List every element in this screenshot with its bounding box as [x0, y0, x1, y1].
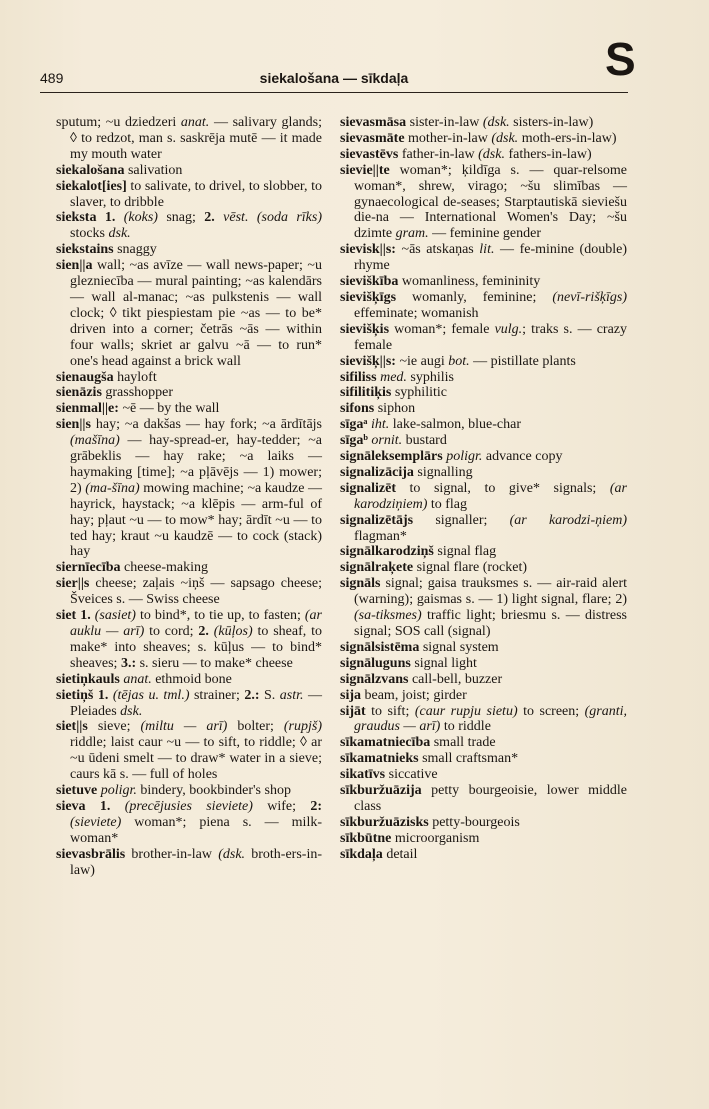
dictionary-entry: sijāt to sift; (caur rupju sietu) to screen; (granti, graudus — arī) to riddle [340, 703, 628, 735]
dictionary-entry: sīkbūtne microorganism [340, 830, 480, 846]
dictionary-entry: sifons siphon [340, 401, 416, 417]
page-header [40, 44, 628, 93]
dictionary-entry: signālraķete signal flare (rocket) [340, 560, 527, 576]
dictionary-entry: sietiņkauls anat. ethmoid bone [56, 671, 232, 687]
dictionary-entry: sifilitiķis syphilitic [340, 385, 447, 401]
dictionary-entry: sievišķ||s: ~ie augi bot. — pistillate plants [340, 353, 576, 369]
dictionary-entry: signāls signal; gaisa trauksmes s. — air-raid alert (warning); gaismas s. — 1) light signal, flare; 2) (sa-tiksmes) traffic light; briesmu s. — distress signal; SOS call (signal) [340, 576, 627, 639]
dictionary-entry: sien||a wall; ~as avīze — wall news-paper; ~u glezniecība — mural painting; ~as kalendārs — wall al-manac; ~as pulkstenis — wall clock; ◊ tikt piespiestam pie ~as — to be* driven into a corner; četrās ~ās — within four walls; skriet ar galvu ~ā — to run* one's head against a brick wall [56, 258, 322, 369]
dictionary-entry: sīgaᵇ ornit. bustard [340, 433, 447, 449]
left-column [56, 115, 322, 879]
dictionary-entry: sier||s cheese; zaļais ~iņš — sapsago cheese; Šveices s. — Swiss cheese [56, 576, 322, 608]
section-letter: S [605, 33, 636, 85]
dictionary-entry: sieva 1. (precējusies sieviete) wife; 2: (sieviete) woman*; piena s. — milk-woman* [56, 798, 323, 846]
dictionary-entry: sīkburžuāzisks petty-bourgeois [340, 814, 520, 830]
dictionary-entry: sievasbrālis brother-in-law (dsk. broth-ers-in-law) [56, 846, 322, 878]
dictionary-entry: signalizētājs signaller; (ar karodzi-ņiem) flagman* [340, 512, 627, 544]
dictionary-entry: signālzvans call-bell, buzzer [340, 671, 503, 687]
dictionary-entry: siekalošana salivation [56, 162, 183, 178]
dictionary-entry: siekalot[ies] to salivate, to drivel, to slobber, to slaver, to dribble [56, 178, 322, 210]
dictionary-entry: signālsistēma signal system [340, 639, 499, 655]
dictionary-entry: sien||s hay; ~a dakšas — hay fork; ~a ārdītājs (mašīna) — hay-spread-er, hay-tedder; ~a grābeklis — hay rake; ~a laiks — haymaking [time]; ~a pļāvējs — 1) mower; 2) (ma-šīna) mowing machine; ~a kaudze — hayrick, haystack; ~a klēpis — arm-ful of hay; pļaut ~u — to mow* hay; ārdīt ~u — to ted hay; kraut ~u kaudzē — to cock (stack) hay [56, 417, 322, 560]
dictionary-entry: signāleksemplārs poligr. advance copy [340, 449, 563, 465]
dictionary-entry: siet||s sieve; (miltu — arī) bolter; (rupjš) riddle; laist caur ~u — to sift, to riddle; ◊ ar ~u ūdeni smelt — to draw* water in a sieve; caurs kā s. — full of holes [56, 719, 322, 783]
dictionary-entry: sija beam, joist; girder [340, 687, 467, 703]
page-range-title: siekalošana — sīkdaļa [259, 70, 409, 86]
dictionary-entry: sīkamatniecība small trade [340, 735, 496, 751]
dictionary-entry: signāluguns signal light [340, 655, 477, 671]
dictionary-entry: siernīecība cheese-making [56, 560, 209, 576]
dictionary-entry: signālkarodziņš signal flag [340, 544, 497, 560]
dictionary-entry: sienāzis grasshopper [56, 385, 174, 401]
dictionary-entry: sikatīvs siccative [340, 767, 438, 783]
dictionary-entry: sievasmāte mother-in-law (dsk. moth-ers-in-law) [340, 130, 617, 146]
dictionary-entry: siet 1. (sasiet) to bind*, to tie up, to fasten; (ar auklu — arī) to cord; 2. (kūļos) to sheaf, to make* into sheaves; s. kūļus — to bind* sheaves; 3.: s. sieru — to make* cheese [56, 608, 323, 671]
right-column [340, 115, 627, 863]
dictionary-entry: siekstains snaggy [56, 242, 157, 258]
dictionary-entry: sietuve poligr. bindery, bookbinder's shop [56, 783, 291, 799]
dictionary-entry: sievišķīgs womanly, feminine; (nevī-rišķīgs) effeminate; womanish [340, 289, 627, 321]
dictionary-entry: sievišķis woman*; female vulg.; traks s. — crazy female [340, 321, 628, 353]
dictionary-entry: sienaugša hayloft [56, 369, 157, 385]
dictionary-entry: sievastēvs father-in-law (dsk. fathers-in-law) [340, 146, 592, 162]
dictionary-entry: sifiliss med. syphilis [340, 369, 454, 385]
dictionary-entry: signalizēt to signal, to give* signals; (ar karodziņiem) to flag [340, 480, 627, 512]
dictionary-entry: sieksta 1. (koks) snag; 2. vēst. (soda rīks) stocks dsk. [56, 210, 322, 242]
dictionary-entry: sīkamatnieks small craftsman* [340, 751, 519, 767]
dictionary-entry: sievisk||s: ~ās atskaņas lit. — fe-minine (double) rhyme [340, 242, 627, 274]
dictionary-entry: sieviškība womanliness, femininity [340, 274, 541, 290]
dictionary-entry: sputum; ~u dziedzeri anat. — salivary glands; ◊ to redzot, man s. saskrēja mutē — it made my mouth water [56, 115, 322, 162]
dictionary-entry: sienmal||e: ~ē — by the wall [56, 401, 220, 417]
dictionary-entry: sietiņš 1. (tējas u. tml.) strainer; 2.: S. astr. — Pleiades dsk. [56, 687, 323, 719]
dictionary-entry: sīkburžuāzija petty bourgeoisie, lower middle class [340, 783, 627, 814]
dictionary-entry: sievie||te woman*; ķildīga s. — quar-relsome woman*, shrew, virago; ~šu slimības — gynaecological de-seases; Starptautiskā sieviešu die-na — International Women's Day; ~šu dzimte gram. — feminine gender [340, 162, 627, 242]
dictionary-entry: signalizācija signalling [340, 464, 473, 480]
dictionary-entry: sīgaᵃ iht. lake-salmon, blue-char [340, 417, 521, 433]
page-number: 489 [40, 70, 64, 86]
dictionary-entry: sievasmāsa sister-in-law (dsk. sisters-in-law) [340, 115, 594, 130]
dictionary-entry: sīkdaļa detail [340, 846, 418, 862]
